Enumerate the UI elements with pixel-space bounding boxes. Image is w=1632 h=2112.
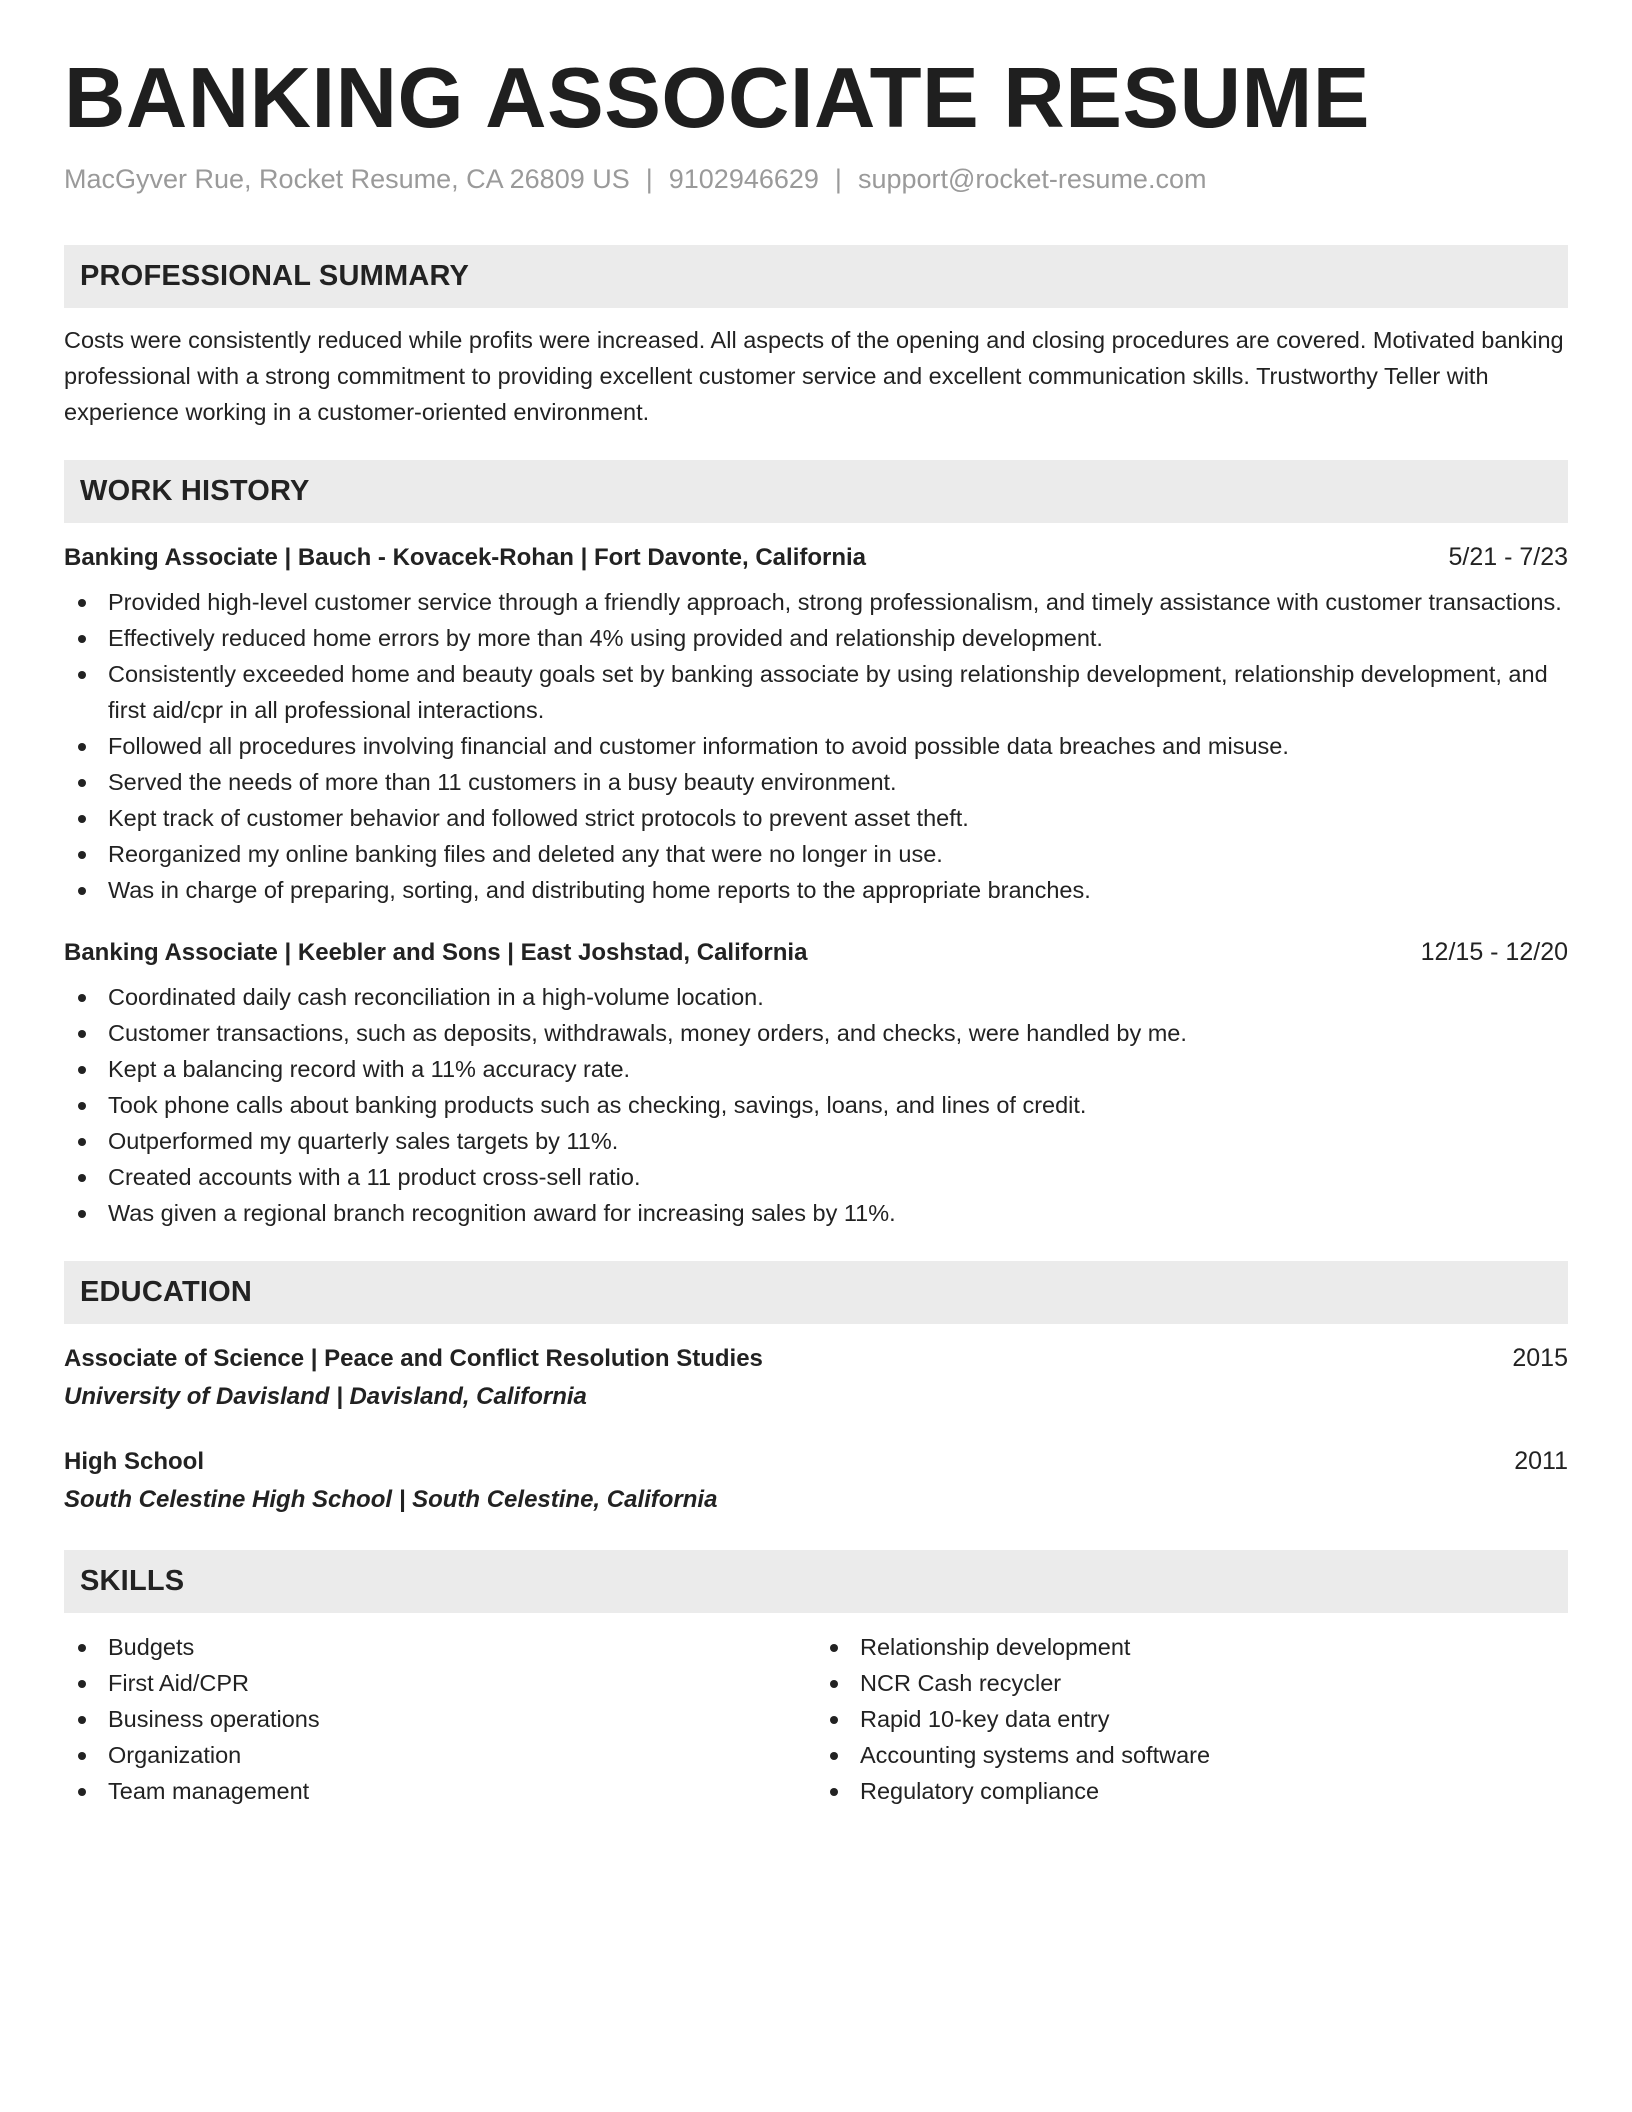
bullet-icon	[830, 1752, 838, 1760]
bullet-icon	[78, 1102, 86, 1110]
summary-text: Costs were consistently reduced while profits were increased. All aspects of the opening and closing procedures are covered. Motivated banking professional with a strong commitment to providing excellent customer service and excellent communication skills. Trustworthy Teller with experience working in a customer-oriented environment.	[64, 327, 1564, 426]
bullet-icon	[830, 1716, 838, 1724]
job-bullet-text: Served the needs of more than 11 customers in a busy beauty environment.	[108, 769, 897, 796]
job-bullet-text: Effectively reduced home errors by more than 4% using provided and relationship development.	[108, 625, 1103, 652]
education-school: University of Davisland | Davisland, California	[64, 1383, 587, 1411]
skill-item	[64, 1629, 816, 1665]
job-bullet	[64, 1051, 1568, 1087]
job-title: Banking Associate | Keebler and Sons | East Joshstad, California	[64, 939, 808, 967]
skills-list-left	[64, 1629, 816, 1809]
bullet-icon	[78, 1174, 86, 1182]
job-bullet-text: Kept a balancing record with a 11% accuracy rate.	[108, 1056, 631, 1083]
job-dates: 5/21 - 7/23	[1448, 543, 1568, 572]
job-bullet-text: Took phone calls about banking products such as checking, savings, loans, and lines of credit.	[108, 1092, 1087, 1119]
skills-list-right	[816, 1629, 1568, 1809]
bullet-icon	[78, 1752, 86, 1760]
bullet-icon	[78, 1680, 86, 1688]
job-entry	[64, 934, 1568, 1231]
education-year: 2015	[1512, 1344, 1568, 1373]
education-entry	[64, 1443, 1568, 1520]
job-bullet	[64, 620, 1568, 656]
job-bullet-text: Followed all procedures involving financial and customer information to avoid possible data breaches and misuse.	[108, 733, 1289, 760]
education-degree: Associate of Science | Peace and Conflict Resolution Studies	[64, 1345, 763, 1373]
bullet-icon	[78, 1066, 86, 1074]
bullet-icon	[78, 1716, 86, 1724]
job-bullet	[64, 836, 1568, 872]
skill-item	[64, 1701, 816, 1737]
section-header-work-history: WORK HISTORY	[64, 460, 1568, 523]
skill-item	[64, 1773, 816, 1809]
job-title: Banking Associate | Bauch - Kovacek-Rohan | Fort Davonte, California	[64, 544, 867, 572]
bullet-icon	[78, 1644, 86, 1652]
contact-phone: 9102946629	[668, 164, 819, 194]
bullet-icon	[78, 671, 86, 679]
job-bullet-text: Was given a regional branch recognition award for increasing sales by 11%.	[108, 1200, 896, 1227]
education-header	[64, 1340, 1568, 1377]
job-bullet-text: Created accounts with a 11 product cross-sell ratio.	[108, 1164, 641, 1191]
section-header-education: EDUCATION	[64, 1261, 1568, 1324]
skill-item	[64, 1665, 816, 1701]
skill-text: Accounting systems and software	[860, 1742, 1211, 1769]
bullet-icon	[78, 743, 86, 751]
skill-text: NCR Cash recycler	[860, 1670, 1062, 1697]
job-bullet	[64, 728, 1568, 764]
education-school: South Celestine High School | South Celestine, California	[64, 1486, 718, 1514]
job-bullet-text: Kept track of customer behavior and followed strict protocols to prevent asset theft.	[108, 805, 969, 832]
contact-separator: |	[645, 164, 653, 194]
contact-address: MacGyver Rue, Rocket Resume, CA 26809 US	[64, 164, 630, 194]
job-bullet	[64, 1087, 1568, 1123]
bullet-icon	[830, 1680, 838, 1688]
job-bullet-text: Provided high-level customer service through a friendly approach, strong professionalism, and timely assistance with customer transactions.	[108, 589, 1562, 616]
job-bullet	[64, 872, 1568, 908]
skill-text: Business operations	[108, 1706, 320, 1733]
bullet-icon	[78, 994, 86, 1002]
job-bullet	[64, 979, 1568, 1015]
education-year: 2011	[1514, 1447, 1568, 1476]
job-bullet-text: Consistently exceeded home and beauty goals set by banking associate by using relationship development, relationship development, and first aid/cpr in all professional interactions.	[108, 661, 1548, 724]
section-header-summary: PROFESSIONAL SUMMARY	[64, 245, 1568, 308]
bullet-icon	[78, 1788, 86, 1796]
contact-separator: |	[834, 164, 842, 194]
bullet-icon	[78, 1138, 86, 1146]
skill-text: First Aid/CPR	[108, 1670, 250, 1697]
job-bullet-text: Customer transactions, such as deposits, withdrawals, money orders, and checks, were handled by me.	[108, 1020, 1187, 1047]
bullet-icon	[78, 599, 86, 607]
skill-text: Rapid 10-key data entry	[860, 1706, 1110, 1733]
job-bullet	[64, 1015, 1568, 1051]
skill-item	[816, 1629, 1568, 1665]
job-entry	[64, 539, 1568, 908]
skills-columns	[64, 1629, 1568, 1809]
job-bullet-text: Was in charge of preparing, sorting, and distributing home reports to the appropriate branches.	[108, 877, 1091, 904]
skill-text: Team management	[108, 1778, 310, 1805]
bullet-icon	[78, 779, 86, 787]
bullet-icon	[78, 851, 86, 859]
job-bullet	[64, 584, 1568, 620]
bullet-icon	[78, 635, 86, 643]
job-bullet-list	[64, 979, 1568, 1231]
skill-text: Regulatory compliance	[860, 1778, 1100, 1805]
job-bullet	[64, 1123, 1568, 1159]
job-bullet	[64, 656, 1568, 728]
job-bullet-text: Outperformed my quarterly sales targets by 11%.	[108, 1128, 619, 1155]
skill-item	[64, 1737, 816, 1773]
job-dates: 12/15 - 12/20	[1420, 938, 1568, 967]
education-degree: High School	[64, 1448, 204, 1476]
education-header	[64, 1443, 1568, 1480]
job-header	[64, 539, 1568, 576]
skill-text: Organization	[108, 1742, 242, 1769]
skill-item	[816, 1701, 1568, 1737]
job-bullet	[64, 1195, 1568, 1231]
section-header-skills: SKILLS	[64, 1550, 1568, 1613]
education-entry	[64, 1340, 1568, 1417]
contact-line	[64, 163, 1568, 195]
skill-item	[816, 1737, 1568, 1773]
skill-text: Budgets	[108, 1634, 195, 1661]
job-bullet-text: Coordinated daily cash reconciliation in a high-volume location.	[108, 984, 764, 1011]
bullet-icon	[78, 887, 86, 895]
skill-text: Relationship development	[860, 1634, 1131, 1661]
job-header	[64, 934, 1568, 971]
bullet-icon	[78, 815, 86, 823]
resume-title: BANKING ASSOCIATE RESUME	[64, 51, 1370, 146]
contact-email: support@rocket-resume.com	[857, 164, 1207, 194]
job-bullet-text: Reorganized my online banking files and deleted any that were no longer in use.	[108, 841, 943, 868]
bullet-icon	[830, 1644, 838, 1652]
job-bullet-list	[64, 584, 1568, 908]
bullet-icon	[78, 1210, 86, 1218]
bullet-icon	[78, 1030, 86, 1038]
skill-item	[816, 1665, 1568, 1701]
job-bullet	[64, 1159, 1568, 1195]
skill-item	[816, 1773, 1568, 1809]
bullet-icon	[830, 1788, 838, 1796]
job-bullet	[64, 800, 1568, 836]
job-bullet	[64, 764, 1568, 800]
